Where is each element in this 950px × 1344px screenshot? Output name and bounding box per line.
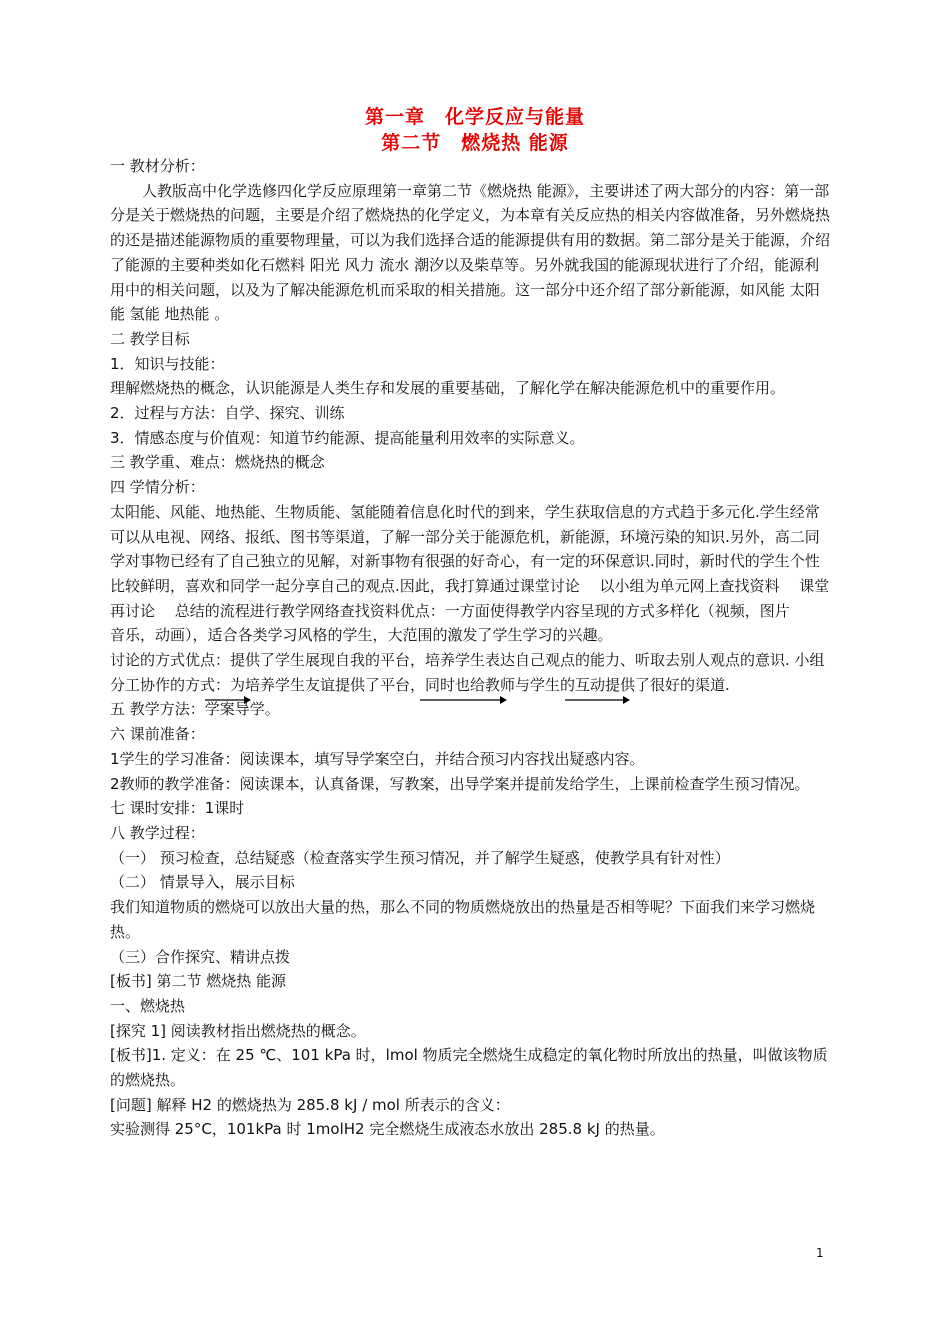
- goal-knowledge-text: 理解燃烧热的概念，认识能源是人类生存和发展的重要基础，了解化学在解决能源危机中的重要作用。: [110, 379, 786, 398]
- paragraph-cooperation: 分工协作的方式：为培养学生友谊提供了平台，同时也给教师与学生的互动提供了很好的渠道.: [110, 675, 730, 694]
- heading-student-analysis: 四 学情分析：: [110, 478, 205, 497]
- goal-attitude: 3．情感态度与价值观：知道节约能源、提高能量利用效率的实际意义。: [110, 428, 585, 447]
- heading-combustion-heat: 一、燃烧热: [110, 996, 186, 1015]
- heading-process: 八 教学过程：: [110, 823, 205, 842]
- board-definition: [板书]1. 定义：在 25 ℃、101 kPa 时，lmol 物质完全燃烧生成稳定的氧化物时所放出的热量，叫做该物质的燃烧热。: [110, 1046, 828, 1090]
- question-h2: [问题] 解释 H2 的燃烧热为 285.8 kJ / mol 所表示的含义：: [110, 1095, 510, 1114]
- goal-process: 2．过程与方法：自学、探究、训练: [110, 404, 345, 423]
- preparation-student: 1学生的学习准备：阅读课本，填写导学案空白，并结合预习内容找出疑惑内容。: [110, 749, 645, 768]
- inquiry-one: [探究 1] 阅读教材指出燃烧热的概念。: [110, 1021, 366, 1040]
- step-two: （二） 情景导入，展示目标: [110, 873, 295, 892]
- heading-goals: 二 教学目标: [110, 329, 190, 348]
- heading-analysis: 一 教材分析：: [110, 157, 205, 175]
- heading-method: 五 教学方法：学案导学。: [110, 700, 280, 719]
- arrow-one: [205, 696, 251, 704]
- step-one: （一） 预习检查，总结疑惑（检查落实学生预习情况，并了解学生疑惑，使教学具有针对性）: [110, 848, 730, 867]
- paragraph-introduction: 我们知道物质的燃烧可以放出大量的热，那么不同的物质燃烧放出的热量是否相等呢？下面我们来学习燃烧热。: [110, 898, 816, 941]
- experiment-result: 实验测得 25°C，101kPa 时 1molH2 完全燃烧生成液态水放出 285.8 kJ 的热量。: [110, 1120, 665, 1139]
- arrow-two: [420, 696, 507, 704]
- heading-key-points: 三 教学重、难点：燃烧热的概念: [110, 453, 325, 472]
- paragraph-analysis: 人教版高中化学选修四化学反应原理第一章第二节《燃烧热 能源》，主要讲述了两大部分的内容：第一部分是关于燃烧热的问题，主要是介绍了燃烧热的化学定义，为本章有关反应热的相关内容做准备，另外燃烧热的还是描述能源物质的重要物理量，可以为我们选择合适的能源提供有用的数据。第二部分是关于能源，介绍了能源的主要种类如化石燃料 阳光 风力 流水 潮汐以及柴草等。另外就我国的能源现状进行了介绍，能源利用中的相关问题，以及为了解决能源危机而采取的相关措施。这一部分中还介绍了部分新能源，如风能 太阳能 氢能 地热能 。: [110, 181, 831, 324]
- paragraph-media: 音乐，动画），适合各类学习风格的学生，大范围的激发了学生学习的兴趣。: [110, 626, 613, 645]
- step-three: （三）合作探究、精讲点拨: [110, 947, 291, 966]
- section-title: 第二节 燃烧热 能源: [381, 132, 569, 154]
- heading-preparation: 六 课前准备：: [110, 725, 205, 744]
- board-title: [板书] 第二节 燃烧热 能源: [110, 972, 287, 991]
- goal-knowledge: 1．知识与技能：: [110, 354, 225, 373]
- paragraph-discussion: 讨论的方式优点：提供了学生展现自我的平台，培养学生表达自己观点的能力、听取去别人观点的意识. 小组: [110, 651, 825, 670]
- paragraph-student-analysis: 太阳能、风能、地热能、生物质能、氢能随着信息化时代的到来，学生获取信息的方式趋于多元化.学生经常可以从电视、网络、报纸、图书等渠道，了解一部分关于能源危机，新能源，环境污染的知识.另外，高二同学对事物已经有了自己独立的见解，对新事物有很强的好奇心，有一定的环保意识.同时，新时代的学生个性比较鲜明，喜欢和同学一起分享自己的观点.因此，我打算通过课堂讨论 以小组为单元网上查找资料 课堂再讨论 总结的流程进行教学网络查找资料优点：一方面使得教学内容呈现的方式多样化（视频，图片: [110, 502, 830, 620]
- heading-schedule: 七 课时安排：1课时: [110, 799, 245, 818]
- arrow-three: [565, 696, 630, 704]
- page-number: 1: [816, 1246, 824, 1260]
- preparation-teacher: 2教师的教学准备：阅读课本，认真备课，写教案，出导学案并提前发给学生，上课前检查学生预习情况。: [110, 774, 810, 793]
- chapter-title: 第一章 化学反应与能量: [364, 106, 585, 128]
